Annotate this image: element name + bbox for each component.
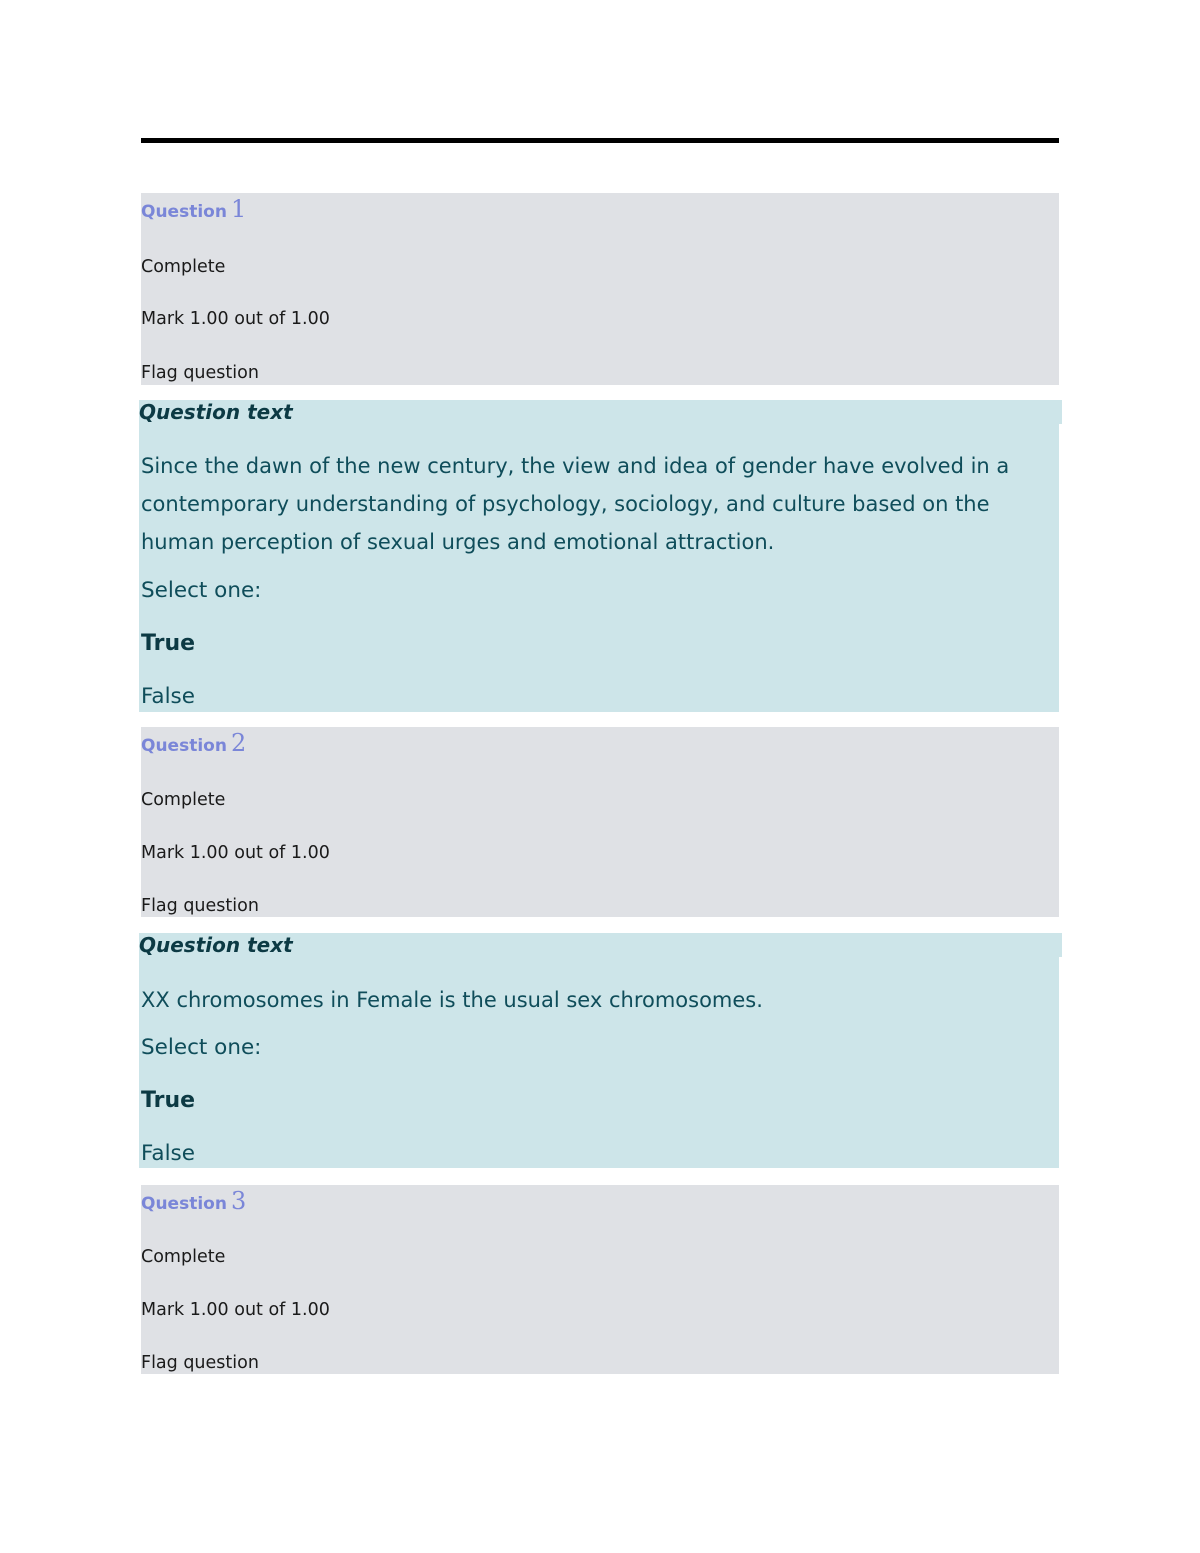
question-number-value: 2 <box>230 729 247 757</box>
answer-option-true[interactable]: True <box>141 631 196 656</box>
answer-option-false[interactable]: False <box>141 684 195 709</box>
question-state: Complete <box>141 1247 226 1267</box>
question-number-2 <box>141 729 246 757</box>
question-grade: Mark 1.00 out of 1.00 <box>141 843 330 863</box>
question-text: Since the dawn of the new century, the view and idea of gender have evolved in a contemporary understanding of psychology, sociology, and culture based on the human perception of sexual urges and emotional attraction. <box>141 454 1010 554</box>
question-number-3 <box>141 1187 246 1215</box>
question-number-1 <box>141 195 246 223</box>
flag-question-link[interactable]: Flag question <box>141 896 259 916</box>
question-text-tab <box>1058 933 1062 957</box>
question-label: Question <box>141 736 227 756</box>
question-state: Complete <box>141 257 226 277</box>
question-info-2 <box>141 727 1059 917</box>
question-number-value: 1 <box>230 195 247 223</box>
question-info-3 <box>141 1185 1059 1374</box>
select-one-prompt: Select one: <box>141 578 262 603</box>
question-number-value: 3 <box>230 1187 247 1215</box>
header-divider <box>141 138 1059 143</box>
question-text-heading: Question text <box>139 400 293 424</box>
flag-question-link[interactable]: Flag question <box>141 1353 259 1373</box>
answer-option-true[interactable]: True <box>141 1088 196 1113</box>
flag-question-link[interactable]: Flag question <box>141 363 259 383</box>
question-content-2 <box>139 933 1059 1168</box>
select-one-prompt: Select one: <box>141 1035 262 1060</box>
question-text-heading: Question text <box>139 933 293 957</box>
answer-option-false[interactable]: False <box>141 1141 195 1166</box>
question-state: Complete <box>141 790 226 810</box>
question-grade: Mark 1.00 out of 1.00 <box>141 309 330 329</box>
question-content-1 <box>139 400 1059 712</box>
question-text: XX chromosomes in Female is the usual sex chromosomes. <box>141 988 763 1012</box>
question-grade: Mark 1.00 out of 1.00 <box>141 1300 330 1320</box>
question-label: Question <box>141 202 227 222</box>
question-info-1 <box>141 193 1059 385</box>
question-label: Question <box>141 1194 227 1214</box>
question-text-tab <box>1058 400 1062 424</box>
